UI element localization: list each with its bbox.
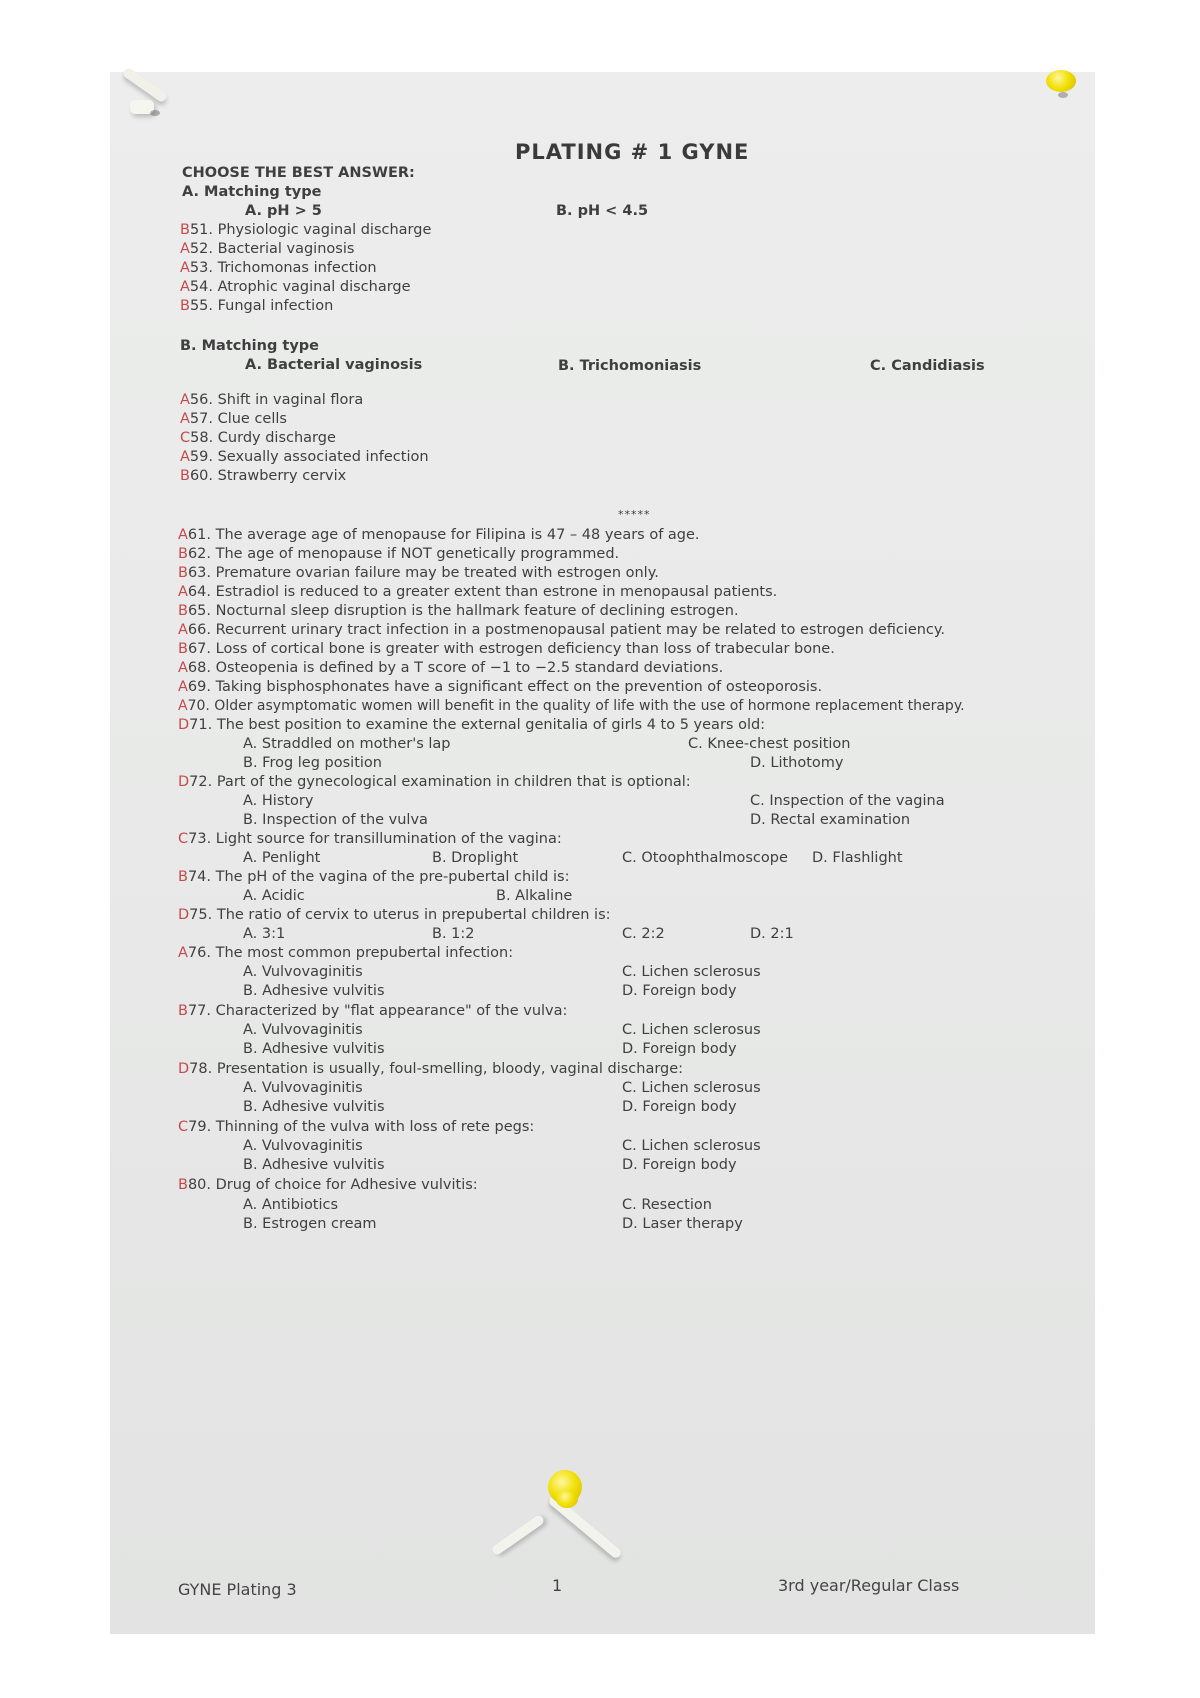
list-item: B60. Strawberry cervix [180,468,347,484]
question-stem: D72. Part of the gynecological examination in children that is optional: [178,774,691,790]
choice-a: A. History [243,793,314,809]
choice-c: C. Otoophthalmoscope [622,850,788,866]
question-stem: B77. Characterized by "flat appearance" of the vulva: [178,1003,568,1019]
section-b-option-a: A. Bacterial vaginosis [245,357,423,373]
footer-left: GYNE Plating 3 [178,1580,297,1599]
pushpin-bottom-icon [0,0,1,1]
list-item: A54. Atrophic vaginal discharge [180,279,411,295]
question-stem: B74. The pH of the vagina of the pre-pubertal child is: [178,869,570,885]
choice-c: C. Inspection of the vagina [750,793,945,809]
choice-c: C. Lichen sclerosus [622,1022,761,1038]
choice-a: A. 3:1 [243,926,286,942]
section-b-heading: B. Matching type [180,338,319,354]
choice-d: D. Rectal examination [750,812,911,828]
statement-item: A61. The average age of menopause for Filipina is 47 – 48 years of age. [178,527,700,543]
statement-item: A69. Taking bisphosphonates have a significant effect on the prevention of osteoporosis. [178,679,823,695]
choice-b: B. Adhesive vulvitis [243,1041,385,1057]
choice-b: B. Adhesive vulvitis [243,983,385,999]
choice-a: A. Straddled on mother's lap [243,736,451,752]
choice-d: D. 2:1 [750,926,794,942]
page-title: PLATING # 1 GYNE [515,140,750,164]
separator: ***** [618,508,651,521]
question-stem: C79. Thinning of the vulva with loss of rete pegs: [178,1119,535,1135]
section-a-option-a: A. pH > 5 [245,203,322,219]
choice-b: B. Frog leg position [243,755,382,771]
statement-item: B63. Premature ovarian failure may be treated with estrogen only. [178,565,659,581]
choice-a: A. Vulvovaginitis [243,1022,363,1038]
list-item: A59. Sexually associated infection [180,449,429,465]
choice-b: B. Alkaline [496,888,573,904]
question-stem: D75. The ratio of cervix to uterus in prepubertal children is: [178,907,611,923]
choice-c: C. Lichen sclerosus [622,964,761,980]
statement-item: A68. Osteopenia is defined by a T score of −1 to −2.5 standard deviations. [178,660,724,676]
section-a-heading: A. Matching type [182,184,322,200]
question-stem: C73. Light source for transillumination of the vagina: [178,831,562,847]
choice-a: A. Vulvovaginitis [243,1080,363,1096]
choice-d: D. Flashlight [812,850,903,866]
section-b-option-b: B. Trichomoniasis [558,358,702,374]
statement-item: B62. The age of menopause if NOT genetically programmed. [178,546,620,562]
statement-item: B65. Nocturnal sleep disruption is the hallmark feature of declining estrogen. [178,603,739,619]
choice-b: B. Inspection of the vulva [243,812,428,828]
list-item: A53. Trichomonas infection [180,260,377,276]
list-item: A56. Shift in vaginal flora [180,392,364,408]
choice-b: B. Adhesive vulvitis [243,1157,385,1173]
choice-d: D. Laser therapy [622,1216,743,1232]
footer-right: 3rd year/Regular Class [778,1576,960,1595]
question-stem: D78. Presentation is usually, foul-smelling, bloody, vaginal discharge: [178,1061,684,1077]
choice-b: B. 1:2 [432,926,475,942]
question-stem: B80. Drug of choice for Adhesive vulvitis: [178,1177,478,1193]
choice-c: C. Resection [622,1197,712,1213]
choice-d: D. Foreign body [622,983,737,999]
choice-d: D. Foreign body [622,1099,737,1115]
section-b-option-c: C. Candidiasis [870,358,985,374]
choice-d: D. Lithotomy [750,755,844,771]
question-stem: D71. The best position to examine the external genitalia of girls 4 to 5 years old: [178,717,766,733]
question-stem: A76. The most common prepubertal infection: [178,945,514,961]
choice-b: B. Droplight [432,850,519,866]
choice-a: A. Vulvovaginitis [243,1138,363,1154]
list-item: C58. Curdy discharge [180,430,336,446]
list-item: A52. Bacterial vaginosis [180,241,355,257]
list-item: A57. Clue cells [180,411,287,427]
statement-item: A70. Older asymptomatic women will benefit in the quality of life with the use of hormone replacement therapy. [178,698,965,714]
list-item: B55. Fungal infection [180,298,334,314]
choice-a: A. Vulvovaginitis [243,964,363,980]
choice-c: C. Lichen sclerosus [622,1080,761,1096]
list-item: B51. Physiologic vaginal discharge [180,222,432,238]
statement-item: B67. Loss of cortical bone is greater with estrogen deficiency than loss of trabecular bone. [178,641,835,657]
choice-a: A. Acidic [243,888,305,904]
choice-c: C. Lichen sclerosus [622,1138,761,1154]
choice-c: C. 2:2 [622,926,665,942]
choice-c: C. Knee-chest position [688,736,851,752]
choice-a: A. Antibiotics [243,1197,339,1213]
choice-d: D. Foreign body [622,1157,737,1173]
choice-a: A. Penlight [243,850,321,866]
section-a-option-b: B. pH < 4.5 [556,203,649,219]
choice-b: B. Adhesive vulvitis [243,1099,385,1115]
page-number: 1 [552,1576,563,1595]
statement-item: A64. Estradiol is reduced to a greater extent than estrone in menopausal patients. [178,584,778,600]
instructions: CHOOSE THE BEST ANSWER: [182,165,415,181]
choice-b: B. Estrogen cream [243,1216,377,1232]
statement-item: A66. Recurrent urinary tract infection in a postmenopausal patient may be related to estrogen deficiency. [178,622,946,638]
choice-d: D. Foreign body [622,1041,737,1057]
